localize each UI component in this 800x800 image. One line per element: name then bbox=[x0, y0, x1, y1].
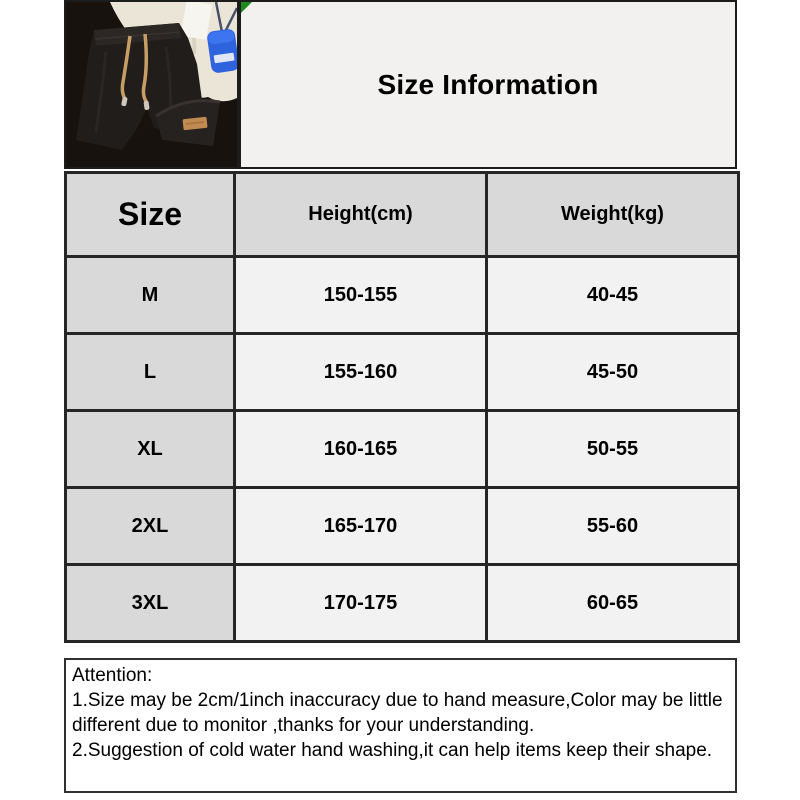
weight-cell: 55-60 bbox=[487, 488, 739, 565]
product-photo-illustration bbox=[66, 2, 237, 167]
attention-heading: Attention: bbox=[72, 665, 153, 686]
size-cell: XL bbox=[66, 411, 235, 488]
product-photo bbox=[64, 0, 239, 169]
attention-line: different due to monitor ,thanks for your understanding. bbox=[72, 715, 535, 736]
height-cell: 170-175 bbox=[235, 565, 487, 642]
height-cell: 155-160 bbox=[235, 334, 487, 411]
table-header-row bbox=[66, 173, 739, 257]
height-cell: 165-170 bbox=[235, 488, 487, 565]
size-cell: 2XL bbox=[66, 488, 235, 565]
size-cell: M bbox=[66, 257, 235, 334]
height-cell: 160-165 bbox=[235, 411, 487, 488]
weight-cell: 50-55 bbox=[487, 411, 739, 488]
column-header-height: Height(cm) bbox=[235, 173, 487, 257]
hero-strip bbox=[64, 0, 737, 169]
green-corner-marker-icon bbox=[241, 2, 252, 13]
page-title: Size Information bbox=[377, 68, 599, 100]
table-row bbox=[66, 565, 739, 642]
size-cell: 3XL bbox=[66, 565, 235, 642]
attention-line: 2.Suggestion of cold water hand washing,it can help items keep their shape. bbox=[72, 740, 713, 761]
size-cell: L bbox=[66, 334, 235, 411]
weight-cell: 60-65 bbox=[487, 565, 739, 642]
table-row bbox=[66, 411, 739, 488]
table-row bbox=[66, 334, 739, 411]
weight-cell: 45-50 bbox=[487, 334, 739, 411]
column-header-size: Size bbox=[66, 173, 235, 257]
attention-note bbox=[64, 658, 737, 793]
attention-line: 1.Size may be 2cm/1inch inaccuracy due to hand measure,Color may be little bbox=[72, 690, 723, 711]
table-row bbox=[66, 488, 739, 565]
column-header-weight: Weight(kg) bbox=[487, 173, 739, 257]
weight-cell: 40-45 bbox=[487, 257, 739, 334]
height-cell: 150-155 bbox=[235, 257, 487, 334]
size-table bbox=[64, 171, 740, 643]
title-box bbox=[239, 0, 737, 169]
table-row bbox=[66, 257, 739, 334]
